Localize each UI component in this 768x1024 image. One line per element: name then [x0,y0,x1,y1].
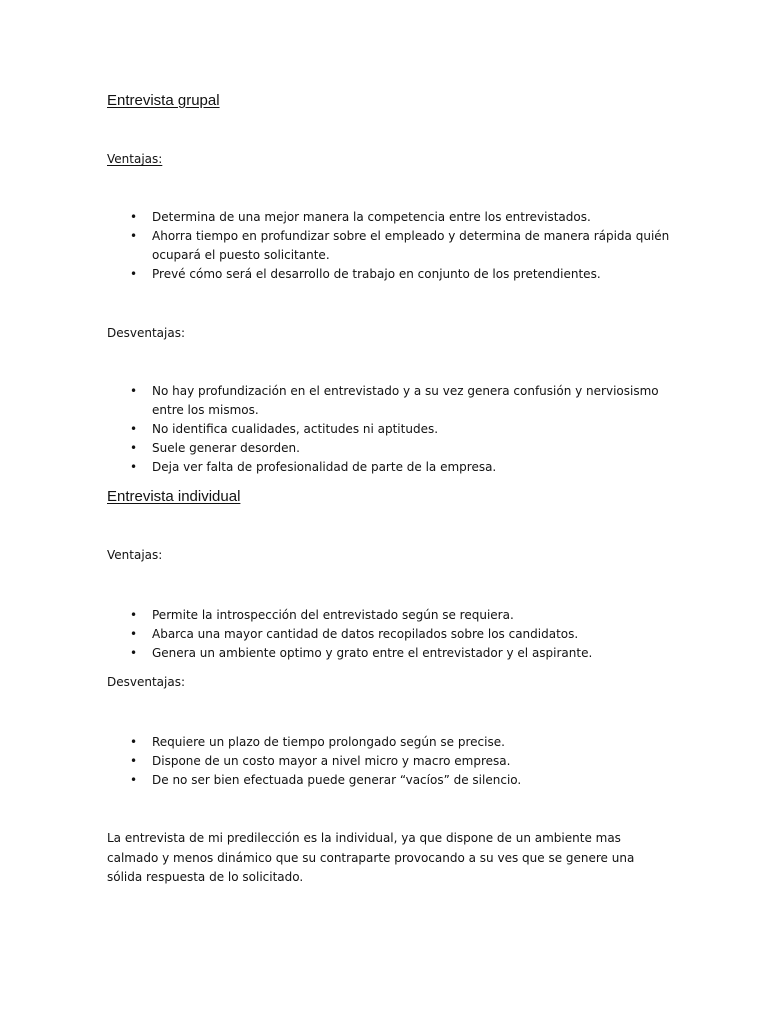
bullet-icon: • [130,460,138,474]
heading-entrevista-grupal: Entrevista grupal [107,92,220,109]
list-ventajas-individual [0,606,768,663]
bullet-icon: • [130,441,138,455]
list-item: • Permite la introspección del entrevistado según se requiera. [0,606,768,625]
bullet-icon: • [130,210,138,224]
label-ventajas-individual: Ventajas: [107,548,163,562]
bullet-icon: • [130,735,138,749]
heading-entrevista-individual: Entrevista individual [107,488,241,505]
bullet-icon: • [130,267,138,281]
list-item: • Requiere un plazo de tiempo prolongado según se precise. [0,733,768,752]
list-item: • No hay profundización en el entrevistado y a su vez genera confusión y nerviosismo entre los mismos. [130,384,659,417]
list-item: • Deja ver falta de profesionalidad de parte de la empresa. [0,458,768,477]
list-item: • De no ser bien efectuada puede generar “vacíos” de silencio. [0,771,768,790]
list-item: • Dispone de un costo mayor a nivel micro y macro empresa. [0,752,768,771]
list-desventajas-grupal [0,382,768,477]
label-desventajas-grupal: Desventajas: [107,326,186,340]
label-ventajas-grupal: Ventajas: [107,152,163,166]
list-ventajas-grupal [0,208,768,284]
bullet-icon: • [130,646,138,660]
list-item: • Prevé cómo será el desarrollo de trabajo en conjunto de los pretendientes. [0,265,768,284]
bullet-icon: • [130,754,138,768]
list-item: • Abarca una mayor cantidad de datos recopilados sobre los candidatos. [0,625,768,644]
bullet-icon: • [130,608,138,622]
list-desventajas-individual [0,733,768,790]
bullet-icon: • [130,384,138,398]
list-item: • Genera un ambiente optimo y grato entre el entrevistador y el aspirante. [0,644,768,663]
list-item: • No identifica cualidades, actitudes ni aptitudes. [0,420,768,439]
list-item: • Determina de una mejor manera la competencia entre los entrevistados. [0,208,768,227]
conclusion-paragraph: La entrevista de mi predilección es la individual, ya que dispone de un ambiente mas calmado y menos dinámico que su contraparte provocando a su ves que se genere una sólida respuesta de lo solicitado. [107,831,635,884]
list-item: • Ahorra tiempo en profundizar sobre el empleado y determina de manera rápida quién ocupará el puesto solicitante. [130,229,670,262]
bullet-icon: • [130,627,138,641]
label-desventajas-individual: Desventajas: [107,675,186,689]
list-item: • Suele generar desorden. [0,439,768,458]
bullet-icon: • [130,422,138,436]
bullet-icon: • [130,773,138,787]
bullet-icon: • [130,229,138,243]
